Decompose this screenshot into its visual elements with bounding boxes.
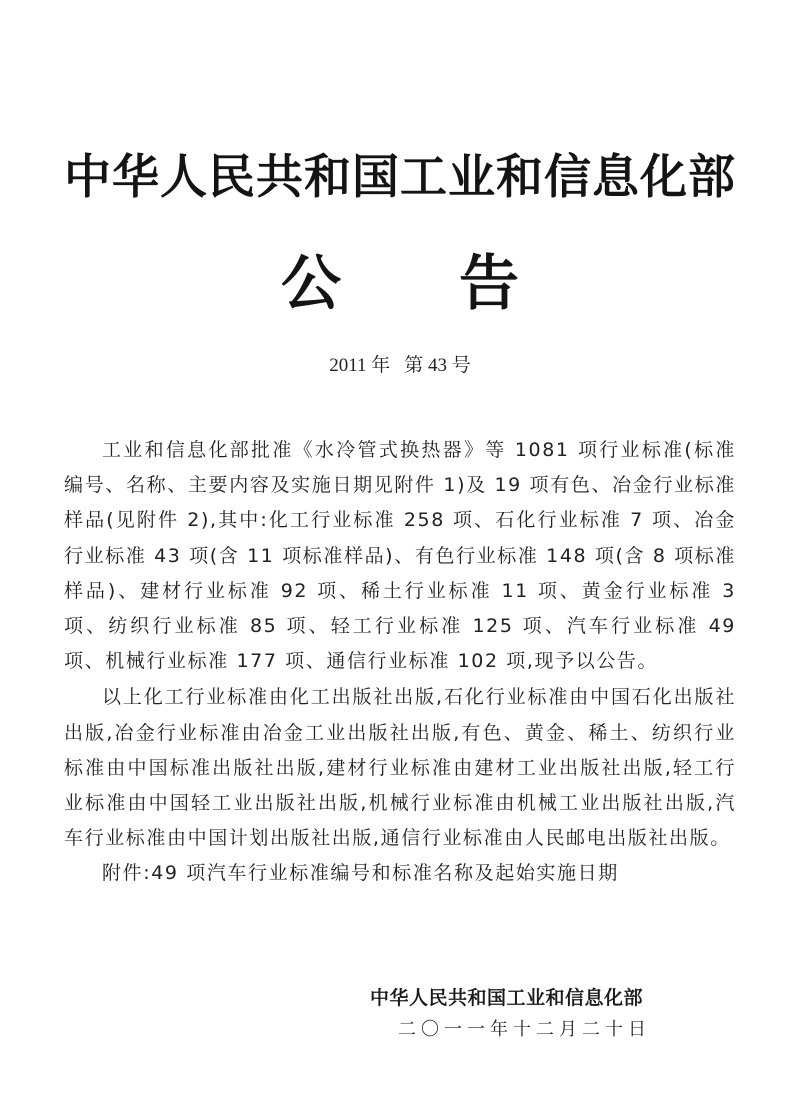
body-paragraph-1: 工业和信息化部批准《水冷管式换热器》等 1081 项行业标准(标准编号、名称、主要内容及实施日期见附件 1)及 19 项有色、冶金行业标准样品(见附件 2),其中:化工行业标准 258 项、石化行业标准 7 项、冶金行业标准 43 项(含 11 项标准样品)、有色行业标准 148 项(含 8 项标准样品)、建材行业标准 92 项、稀土行业标准 11 项、黄金行业标准 3 项、纺织行业标准 85 项、轻工行业标准 125 项、汽车行业标准 49 项、机械行业标准 177 项、通信行业标准 102 项,现予以公告。 bbox=[64, 439, 736, 673]
document-number bbox=[0, 351, 800, 381]
document-title bbox=[0, 244, 800, 324]
body-paragraph-2: 以上化工行业标准由化工出版社出版,石化行业标准由中国石化出版社出版,冶金行业标准由冶金工业出版社出版,有色、黄金、稀土、纺织行业标准由中国标准出版社出版,建材行业标准由建材工业出版社出版,轻工行业标准由中国轻工业出版社出版,机械行业标准由机械工业出版社出版,汽车行业标准由中国计划出版社出版,通信行业标准由人民邮电出版社出版。 bbox=[64, 686, 736, 850]
signature-date: 二〇一一年十二月二十日 bbox=[398, 1019, 651, 1040]
document-title-char-1: 公 bbox=[281, 249, 341, 319]
document-serial: 第 43 号 bbox=[404, 355, 471, 376]
issuing-org-title: 中华人民共和国工业和信息化部 bbox=[64, 150, 736, 205]
signature-org: 中华人民共和国工业和信息化部 bbox=[370, 987, 644, 1009]
announcement-body bbox=[64, 433, 736, 892]
document-year: 2011 年 bbox=[329, 355, 391, 376]
attachment-line: 附件:49 项汽车行业标准编号和标准名称及起始实施日期 bbox=[102, 862, 619, 885]
document-title-char-2: 告 bbox=[459, 249, 519, 319]
